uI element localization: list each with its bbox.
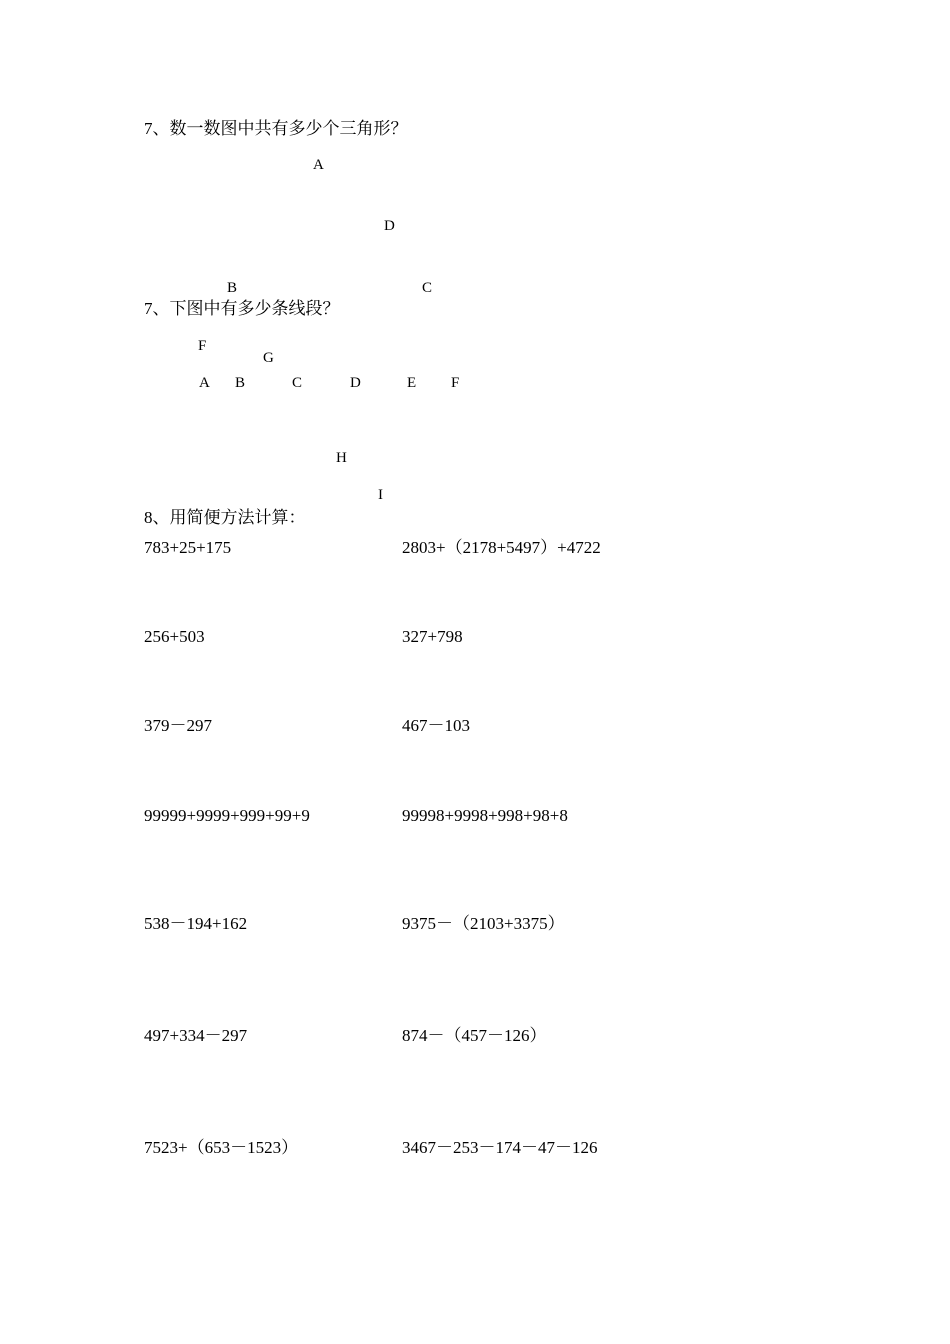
expression-left: 497+334－297: [144, 1026, 248, 1045]
expression-right: 3467－253－174－47－126: [402, 1138, 598, 1157]
point-label-a: A: [199, 375, 210, 391]
expression-left: 783+25+175: [144, 538, 232, 557]
question-7-triangles-title: 7、数一数图中共有多少个三角形？: [144, 119, 408, 138]
point-label-f-top: F: [198, 338, 207, 354]
point-label-c: C: [292, 375, 303, 391]
expression-right: 99998+9998+998+98+8: [402, 806, 568, 825]
question-7-segments-title: 7、下图中有多少条线段？: [144, 299, 340, 318]
point-label-g: G: [263, 350, 274, 366]
expression-left: 538－194+162: [144, 914, 248, 933]
expression-left: 256+503: [144, 627, 205, 646]
point-label-c: C: [422, 280, 433, 296]
point-label-e: E: [407, 375, 417, 391]
expression-right: 2803+（2178+5497）+4722: [402, 538, 601, 557]
expression-right: 9375－（2103+3375）: [402, 914, 565, 933]
question-8-title: 8、用简便方法计算：: [144, 508, 306, 527]
expression-left: 7523+（653－1523）: [144, 1138, 299, 1157]
expression-left: 379－297: [144, 716, 212, 735]
point-label-i: I: [378, 487, 383, 503]
expression-right: 327+798: [402, 627, 463, 646]
expression-right: 467－103: [402, 716, 470, 735]
point-label-b: B: [227, 280, 238, 296]
point-label-d: D: [350, 375, 361, 391]
point-label-b: B: [235, 375, 246, 391]
point-label-f-right: F: [451, 375, 460, 391]
point-label-d: D: [384, 218, 395, 234]
point-label-a: A: [313, 157, 324, 173]
expression-right: 874－（457－126）: [402, 1026, 547, 1045]
point-label-h: H: [336, 450, 347, 466]
expression-left: 99999+9999+999+99+9: [144, 806, 310, 825]
